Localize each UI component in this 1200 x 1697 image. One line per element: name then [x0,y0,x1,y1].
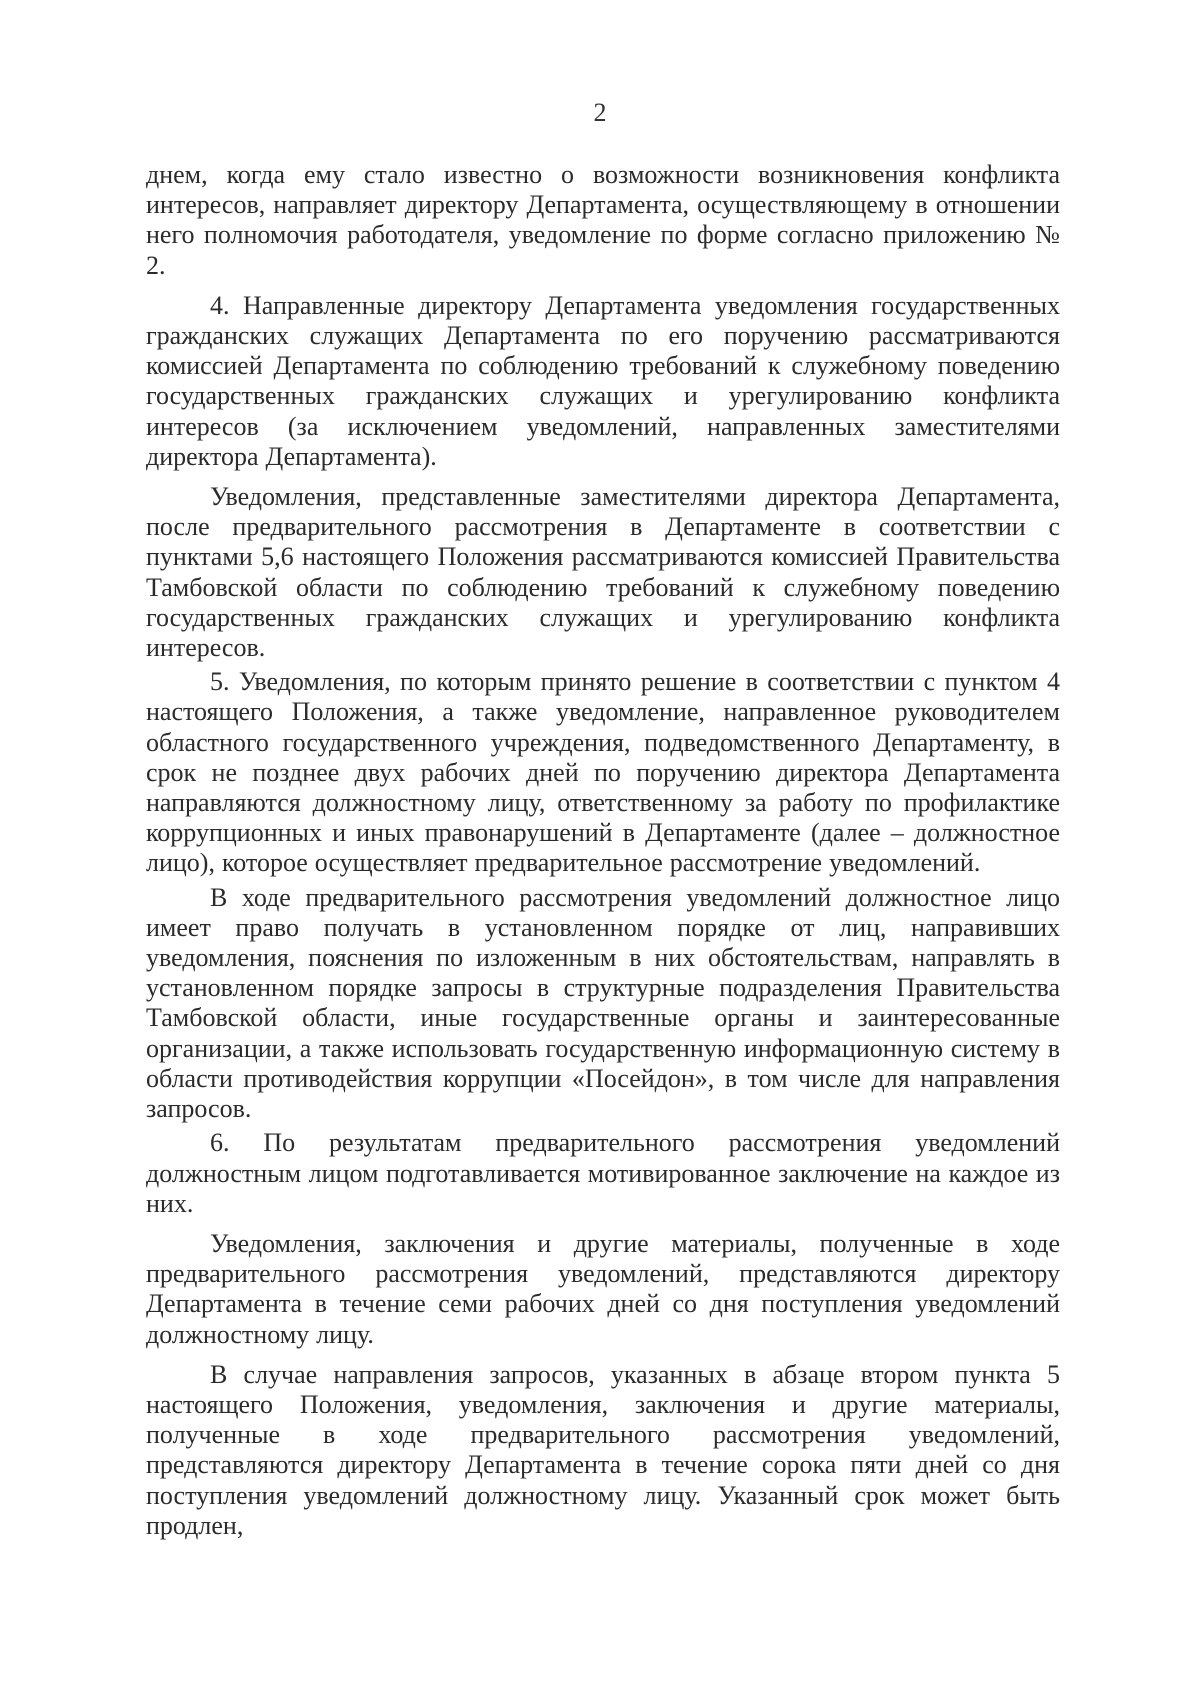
paragraph-item-4: 4. Направленные директору Департамента уведомления государственных гражданских служащих Департамента по его поручению рассматриваются комиссией Департамента по соблюдению требований к служебному поведению государственных гражданских служащих и урегулированию конфликта интересов (за исключением уведомлений, направленных заместителями директора Департамента). [146,290,1060,471]
paragraph-item-6-materials: Уведомления, заключения и другие материалы, полученные в ходе предварительного рассмотрения уведомлений, представляются директору Департамента в течение семи рабочих дней со дня поступления уведомлений должностному лицу. [146,1228,1060,1349]
paragraph-item-6: 6. По результатам предварительного рассмотрения уведомлений должностным лицом подготавливается мотивированное заключение на каждое из них. [146,1128,1060,1218]
paragraph-item-4-deputies: Уведомления, представленные заместителями директора Департамента, после предварительного рассмотрения в Департаменте в соответствии с пунктами 5,6 настоящего Положения рассматриваются комиссией Правительства Тамбовской области по соблюдению требований к служебному поведению государственных гражданских служащих и урегулированию конфликта интересов. [146,482,1060,663]
paragraph-continuation: днем, когда ему стало известно о возможности возникновения конфликта интересов, направляет директору Департамента, осуществляющему в отношении него полномочия работодателя, уведомление по форме согласно приложению № 2. [146,160,1060,280]
paragraph-item-5-rights: В ходе предварительного рассмотрения уведомлений должностное лицо имеет право получать в установленном порядке от лиц, направивших уведомления, пояснения по изложенным в них обстоятельствам, направлять в установленном порядке запросы в структурные подразделения Правительства Тамбовской области, иные государственные органы и заинтересованные организации, а также использовать государственную информационную систему в области противодействия коррупции «Посейдон», в том числе для направления запросов. [146,882,1060,1124]
paragraph-item-6-requests: В случае направления запросов, указанных в абзаце втором пункта 5 настоящего Положения, уведомления, заключения и другие материалы, полученные в ходе предварительного рассмотрения уведомлений, представляются директору Департамента в течение сорока пяти дней со дня поступления уведомлений должностному лицу. Указанный срок может быть продлен, [146,1359,1060,1540]
page-number: 2 [593,98,607,127]
document-body [146,160,1060,1541]
paragraph-item-5: 5. Уведомления, по которым принято решение в соответствии с пунктом 4 настоящего Положения, а также уведомление, направленное руководителем областного государственного учреждения, подведомственного Департаменту, в срок не позднее двух рабочих дней по поручению директора Департамента направляются должностному лицу, ответственному за работу по профилактике коррупционных и иных правонарушений в Департаменте (далее – должностное лицо), которое осуществляет предварительное рассмотрение уведомлений. [146,667,1060,878]
